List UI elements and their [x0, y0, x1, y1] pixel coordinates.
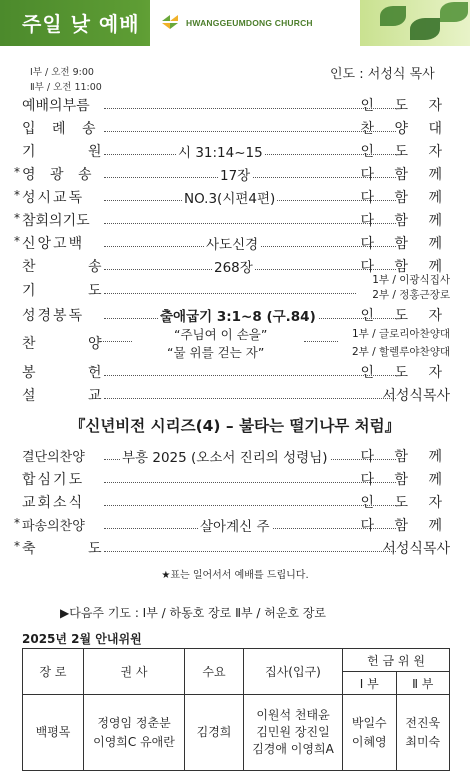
order-role: 다 함 께 — [360, 518, 450, 534]
order-detail: 시 31:14~15 — [176, 141, 265, 161]
table-header: 수요 — [185, 649, 244, 695]
order-label: 파송의찬양 — [22, 519, 85, 534]
standing-star-icon: * — [14, 211, 20, 225]
order-role: 다 함 께 — [360, 472, 450, 488]
leaf-decoration — [440, 2, 468, 22]
choir-song-1: “주님여 이 손을” — [174, 327, 268, 342]
offering-row — [22, 362, 450, 384]
order-detail: 268장 — [212, 256, 255, 276]
offering-role: 인 도 자 — [360, 365, 450, 381]
standing-star-icon: * — [14, 516, 20, 530]
order-label: 입 례 송 — [22, 121, 102, 137]
choir-second: 2부 / 할렐루야찬양대 — [351, 346, 450, 358]
order-label: 교회소식 — [22, 495, 85, 511]
sermon-title: 『신년비전 시리즈(4) – 불타는 떨기나무 처럼』 — [69, 417, 401, 435]
order-label: 찬 송 — [22, 259, 126, 275]
order-role: 서성식목사 — [382, 541, 450, 557]
page-title: 주일 낮 예배 — [22, 12, 140, 36]
order-detail: 17장 — [218, 164, 252, 184]
header-banner — [0, 0, 470, 46]
order-role: 다 함 께 — [360, 213, 450, 229]
service-leader: 인도 : 서성식 목사 — [330, 67, 435, 82]
order-role: 다 함 께 — [360, 449, 450, 465]
church-logo-icon — [160, 12, 180, 32]
next-week-prayer: ▶다음주 기도 : Ⅰ부 / 하동호 장로 Ⅱ부 / 허운호 장로 — [60, 606, 327, 620]
usher-table — [22, 648, 450, 771]
choir-first: 1부 / 글로리아찬양대 — [351, 328, 450, 340]
prayer-row — [22, 272, 450, 302]
order-role: 인 도 자 — [360, 144, 450, 160]
leaf-decoration — [380, 6, 406, 26]
scripture-role: 인 도 자 — [360, 308, 450, 324]
choir-song-2: “물 위를 걷는 자” — [167, 345, 265, 360]
table-cell: 박일수 이혜영 — [343, 695, 397, 771]
order-label: 영 광 송 — [22, 167, 97, 183]
order-row — [14, 164, 450, 186]
standing-star-icon: * — [14, 165, 20, 179]
order-role: 다 함 께 — [360, 190, 450, 206]
scripture-passage: 출애굽기 3:1~8 (구.84) — [158, 305, 318, 325]
order-row — [14, 210, 450, 232]
order-label: 기 원 — [22, 144, 126, 160]
table-cell: 전진욱 최미숙 — [396, 695, 450, 771]
table-header: 집사(입구) — [244, 649, 343, 695]
order-row — [22, 492, 450, 514]
table-cell: 정영임 정춘분 이영희C 유애란 — [84, 695, 185, 771]
prayer-first: 1부 / 이광식집사 — [372, 274, 450, 286]
sermon-row — [22, 385, 450, 407]
order-row — [22, 469, 450, 491]
order-label: 성시교독 — [22, 190, 85, 206]
standing-star-icon: * — [14, 188, 20, 202]
order-row — [14, 233, 450, 255]
order-role: 인 도 자 — [360, 98, 450, 114]
standing-star-icon: * — [14, 539, 20, 553]
order-row — [14, 187, 450, 209]
order-label: 참회의기도 — [22, 213, 90, 229]
order-label: 예배의부름 — [22, 98, 90, 114]
table-cell: 이원석 천태윤 김민원 장진일 김경애 이영희A — [244, 695, 343, 771]
table-header: Ⅱ 부 — [396, 672, 450, 695]
order-row — [22, 446, 450, 468]
scripture-label: 성경봉독 — [22, 308, 85, 324]
table-header: 권 사 — [84, 649, 185, 695]
order-label: 신앙고백 — [22, 236, 85, 252]
table-cell: 백평목 — [23, 695, 84, 771]
order-row — [22, 118, 450, 140]
order-role: 다 함 께 — [360, 167, 450, 183]
table-header: 헌 금 위 원 — [343, 649, 450, 672]
order-label: 합심기도 — [22, 472, 85, 488]
sermon-label: 설 교 — [22, 388, 126, 404]
sermon-preacher: 서성식목사 — [382, 388, 450, 404]
order-row — [22, 95, 450, 117]
prayer-second: 2부 / 정홍근장로 — [372, 289, 450, 301]
offering-label: 봉 헌 — [22, 365, 126, 381]
order-role: 다 함 께 — [360, 236, 450, 252]
church-name: HWANGGEUMDONG CHURCH — [186, 18, 313, 28]
usher-table-title: 2025년 2월 안내위원 — [22, 632, 142, 646]
service-time-1: Ⅰ부 / 오전 9:00 — [30, 67, 94, 78]
order-detail: 살아계신 주 — [198, 515, 272, 535]
order-role: 찬 양 대 — [360, 121, 450, 137]
order-role: 인 도 자 — [360, 495, 450, 511]
prayer-label: 기 도 — [22, 283, 126, 299]
table-row — [23, 695, 450, 771]
order-row — [14, 515, 450, 537]
standing-note: ★표는 일어서서 예배를 드립니다. — [161, 570, 309, 581]
order-row — [14, 538, 450, 560]
order-detail: 부흥 2025 (오소서 진리의 성령님) — [120, 446, 330, 466]
table-header: Ⅰ 부 — [343, 672, 397, 695]
choir-row — [22, 323, 450, 361]
order-label: 결단의찬양 — [22, 450, 85, 465]
order-role: 다 함 께 — [360, 259, 450, 275]
table-cell: 김경희 — [185, 695, 244, 771]
standing-star-icon: * — [14, 234, 20, 248]
leaf-decoration — [410, 18, 440, 40]
order-detail: NO.3(시편4편) — [182, 187, 277, 207]
service-time-2: Ⅱ부 / 오전 11:00 — [30, 82, 102, 93]
choir-label: 찬 양 — [22, 336, 126, 352]
order-label: 축 도 — [22, 541, 126, 557]
table-header: 장 로 — [23, 649, 84, 695]
order-detail: 사도신경 — [204, 233, 260, 253]
order-row — [22, 141, 450, 163]
